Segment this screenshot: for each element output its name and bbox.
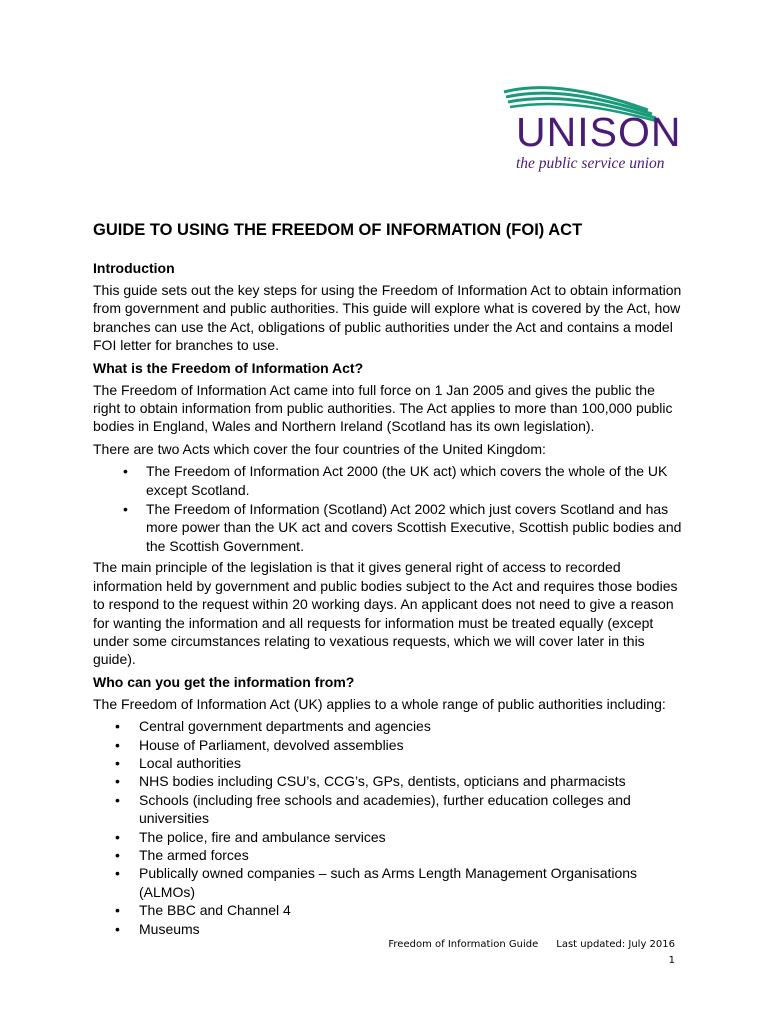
- list-item: • Publically owned companies – such as Arms Length Management Organisations (ALMOs): [115, 865, 638, 900]
- list-item: • Schools (including free schools and academies), further education colleges and universities: [115, 791, 631, 827]
- document-body: [93, 220, 683, 941]
- bullet-icon: •: [115, 865, 120, 882]
- bullet-icon: •: [115, 791, 120, 808]
- list-item: • The armed forces: [115, 846, 249, 863]
- two-acts-paragraph: There are two Acts which cover the four countries of the United Kingdom:: [93, 440, 546, 457]
- principle-paragraph: The main principle of the legislation is that it gives general right of access to recorded information held by government and public bodies subject to the Act and requires those bodies to respond to the request within 20 working days. An applicant does not need to give a reason for wanting the information and all requests for information must be treated equally (except under some circumstances relating to vexatious requests, which we will cover later in this guide).: [93, 559, 678, 668]
- bullet-icon: •: [115, 754, 120, 771]
- who-paragraph: The Freedom of Information Act (UK) applies to a whole range of public authorities including:: [93, 695, 666, 712]
- bullet-icon: •: [123, 463, 128, 480]
- bullet-icon: •: [115, 736, 120, 753]
- unison-logo: [502, 84, 682, 176]
- introduction-paragraph: This guide sets out the key steps for using the Freedom of Information Act to obtain information from government and public authorities. This guide will explore what is covered by the Act, how branches can use the Act, obligations of public authorities under the Act and contains a model FOI letter for branches to use.: [93, 282, 682, 354]
- bullet-icon: •: [115, 920, 120, 937]
- list-item: • Local authorities: [115, 754, 241, 771]
- page-footer: [350, 937, 675, 969]
- document-title: GUIDE TO USING THE FREEDOM OF INFORMATION (FOI) ACT: [93, 221, 583, 239]
- bullet-icon: •: [115, 846, 120, 863]
- bullet-icon: •: [115, 828, 120, 845]
- list-item: • The Freedom of Information Act 2000 (the UK act) which covers the whole of the UK except Scotland.: [123, 463, 668, 498]
- introduction-heading: Introduction: [93, 260, 175, 276]
- what-is-foi-paragraph: The Freedom of Information Act came into full force on 1 Jan 2005 and gives the public the right to obtain information from public authorities. The Act applies to more than 100,000 public bodies in England, Wales and Northern Ireland (Scotland has its own legislation).: [93, 381, 673, 435]
- list-item: • The Freedom of Information (Scotland) Act 2002 which just covers Scotland and has more power than the UK act and covers Scottish Executive, Scottish public bodies and the Scottish Government.: [123, 501, 682, 554]
- footer-last-updated: Last updated: July 2016: [556, 939, 675, 950]
- logo-tagline: the public service union: [516, 155, 665, 172]
- footer-guide-name: Freedom of Information Guide: [388, 939, 539, 950]
- bullet-icon: •: [115, 718, 120, 735]
- logo-wordmark: UNISON: [516, 109, 682, 155]
- list-item: • House of Parliament, devolved assemblies: [115, 736, 404, 753]
- list-item: • NHS bodies including CSU’s, CCG’s, GPs, dentists, opticians and pharmacists: [115, 773, 626, 790]
- list-item: • Museums: [115, 920, 200, 937]
- page-number: 1: [668, 955, 675, 966]
- what-is-foi-heading: What is the Freedom of Information Act?: [93, 359, 364, 376]
- who-heading: Who can you get the information from?: [93, 673, 355, 690]
- list-item: • Central government departments and agencies: [115, 718, 431, 735]
- list-item: • The police, fire and ambulance services: [115, 828, 386, 845]
- bullet-icon: •: [115, 773, 120, 790]
- acts-list: [93, 462, 683, 555]
- list-item: • The BBC and Channel 4: [115, 902, 291, 919]
- bullet-icon: •: [115, 902, 120, 919]
- bullet-icon: •: [123, 501, 128, 518]
- authorities-list: [93, 717, 683, 938]
